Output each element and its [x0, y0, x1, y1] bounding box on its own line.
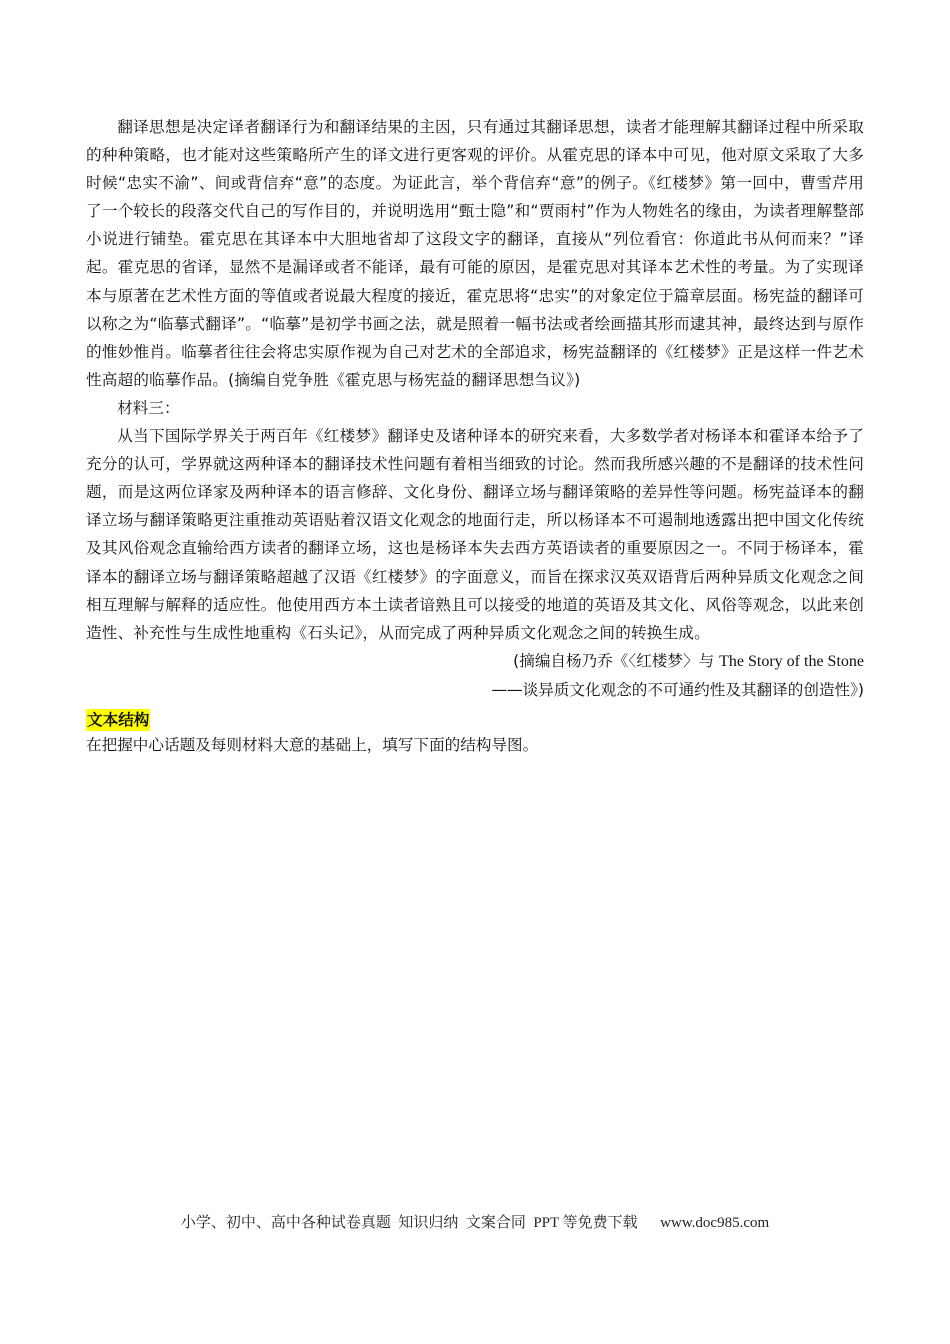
document-body: [86, 113, 864, 759]
footer-text: 小学、初中、高中各种试卷真题 知识归纳 文案合同 PPT 等免费下载 www.doc985.com: [180, 1215, 770, 1231]
material3-source-line2: ——谈异质文化观念的不可通约性及其翻译的创造性》): [491, 680, 864, 699]
source-line1-latin: The Story of the Stone: [719, 652, 864, 670]
material3-heading: 材料三：: [117, 398, 180, 417]
section-title-wrapper: [86, 704, 864, 731]
material2-paragraph: 翻译思想是决定译者翻译行为和翻译结果的主因，只有通过其翻译思想，读者才能理解其翻译过程中所采取的种种策略，也才能对这些策略所产生的译文进行更客观的评价。从霍克思的译本中可见，他对原文采取了大多时候“忠实不渝”、间或背信弃“意”的态度。为证此言，举个背信弃“意”的例子。《红楼梦》第一回中，曹雪芹用了一个较长的段落交代自己的写作目的，并说明选用“甄士隐”和“贾雨村”作为人物姓名的缘由，为读者理解整部小说进行铺垫。霍克思在其译本中大胆地省却了这段文字的翻译，直接从“列位看官：你道此书从何而来？”译起。霍克思的省译，显然不是漏译或者不能译，最有可能的原因，是霍克思对其译本艺术性的考量。为了实现译本与原著在艺术性方面的等值或者说最大程度的接近，霍克思将“忠实”的对象定位于篇章层面。杨宪益的翻译可以称之为“临摹式翻译”。“临摹”是初学书画之法，就是照着一幅书法或者绘画描其形而逮其神，最终达到与原作的惟妙惟肖。临摹者往往会将忠实原作视为自己对艺术的全部追求，杨宪益翻译的《红楼梦》正是这样一件艺术性高超的临摹作品。(摘编自党争胜《霍克思与杨宪益的翻译思想刍议》): [86, 118, 864, 389]
section-title: 文本结构: [87, 710, 150, 729]
material3-paragraph: 从当下国际学界关于两百年《红楼梦》翻译史及诸种译本的研究来看，大多数学者对杨译本和霍译本给予了充分的认可，学界就这两种译本的翻译技术性问题有着相当细致的讨论。然而我所感兴趣的不是翻译的技术性问题，而是这两位译家及两种译本的语言修辞、文化身份、翻译立场与翻译策略的差异性等问题。杨宪益译本的翻译立场与翻译策略更注重推动英语贴着汉语文化观念的地面行走，所以杨译本不可遏制地透露出把中国文化传统及其风俗观念直输给西方读者的翻译立场，这也是杨译本失去西方英语读者的重要原因之一。不同于杨译本，霍译本的翻译立场与翻译策略超越了汉语《红楼梦》的字面意义，而旨在探求汉英双语背后两种异质文化观念之间相互理解与解释的适应性。他使用西方本土读者谙熟且可以接受的地道的英语及其文化、风俗等观念，以此来创造性、补充性与生成性地重构《石头记》，从而完成了两种异质文化观念之间的转换生成。: [86, 427, 864, 642]
instruction-text: 在把握中心话题及每则材料大意的基础上，填写下面的结构导图。: [86, 735, 539, 754]
material3-source-line1: [86, 647, 864, 676]
source-line1-prefix: (摘编自杨乃乔《〈红楼梦〉与: [513, 651, 720, 670]
